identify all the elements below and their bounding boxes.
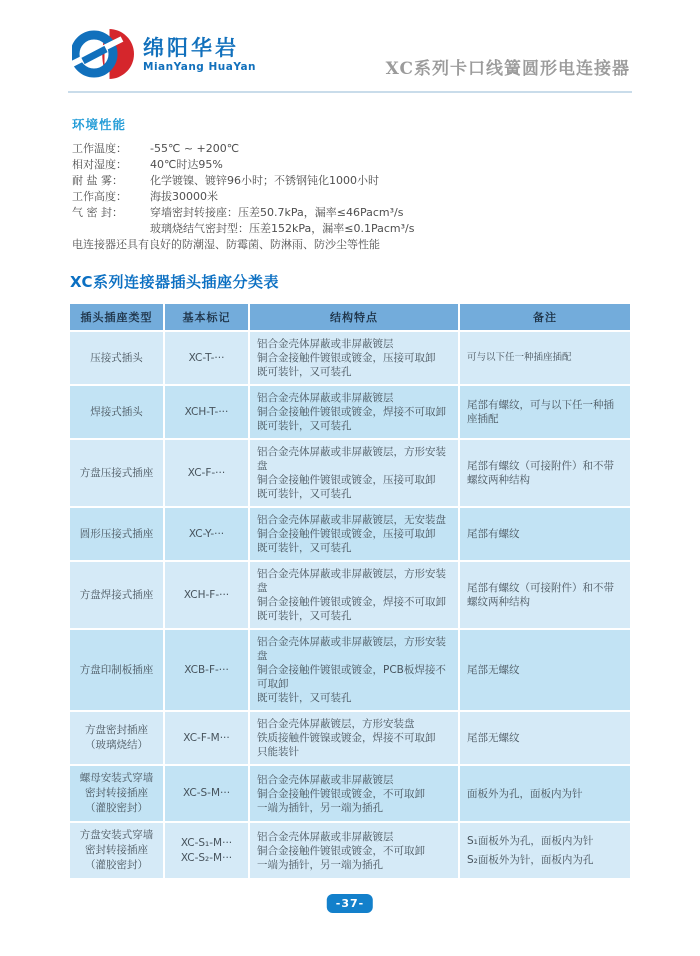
type-cell [70,440,163,506]
features-cell [250,823,458,878]
features-cell-line: 铝合金壳体屏蔽或非屏蔽镀层 [257,392,394,404]
table-row [70,332,630,384]
mark-cell-line: XC-S-M··· [182,787,231,799]
column-header-2: 基本标记 [165,304,248,330]
page-header [68,0,632,93]
remark-cell-line: 尾部有螺纹（可接附件）和不带螺纹两种结构 [467,582,614,608]
spec-line [72,221,632,237]
features-cell-line: 铜合金接触件镀银或镀金，PCB板焊接不可取卸 [257,664,446,690]
mark-cell-line: XCH-F-··· [183,588,230,601]
type-cell [70,766,163,821]
features-cell-line: 一端为插针，另一端为插孔 [257,801,383,814]
table-row [70,630,630,710]
spec-line [72,157,632,173]
spec-label: 气 密 封： [72,206,123,219]
mark-cell [165,332,248,384]
classification-table [68,302,632,880]
features-cell [250,508,458,560]
type-cell-line: 压接式插头 [90,351,143,364]
spec-label: 相对湿度： [72,158,127,171]
spec-value: 穿墙密封转接座：压差50.7kPa，漏率≤46Pacm³/s [150,206,404,219]
mark-cell-line: XCB-F-··· [184,663,229,676]
type-cell-line: （灌胶密封） [85,859,148,871]
features-cell-line: 铝合金壳体屏蔽或非屏蔽镀层 [257,830,394,843]
remark-cell [460,562,630,628]
type-cell-line: 焊接式插头 [90,405,143,418]
remark-cell [460,332,630,384]
column-header-1: 插头插座类型 [70,304,163,330]
spec-list [72,141,632,237]
mark-cell [165,766,248,821]
features-cell [250,712,458,764]
features-cell-line: 铜合金接触件镀银或镀金，压接可取卸 [257,474,436,486]
mark-cell-line: XC-S₂-M··· [180,851,233,864]
spec-note: 电连接器还具有良好的防潮湿、防霉菌、防淋雨、防沙尘等性能 [72,238,380,251]
spec-value: 40℃时达95% [150,158,223,171]
mark-cell-line: XC-S₁-M··· [180,836,233,849]
column-header-4: 备注 [460,304,630,330]
mark-cell [165,386,248,438]
table-row [70,766,630,821]
mark-cell [165,562,248,628]
mark-cell [165,712,248,764]
mark-cell [165,823,248,878]
features-cell-line: 铝合金壳体屏蔽或非屏蔽镀层 [257,338,394,350]
remark-cell-line: S₂面板外为针，面板内为孔 [467,854,594,866]
spec-value: 海拔30000米 [150,190,218,203]
type-cell [70,630,163,710]
remark-cell-line: 尾部无螺纹 [467,664,520,676]
type-cell [70,712,163,764]
spec-line [72,173,632,189]
spec-value: -55℃ ~ +200℃ [150,142,240,155]
features-cell-line: 铜合金接触件镀银或镀金，焊接不可取卸 [257,596,446,608]
features-cell-line: 铜合金接触件镀银或镀金，不可取卸 [257,787,425,800]
mark-cell [165,440,248,506]
remark-cell-line: 尾部有螺纹，可与以下任一种插座插配 [467,399,614,425]
company-name-cn: 绵阳华岩 [143,35,239,60]
features-cell [250,766,458,821]
table-row [70,508,630,560]
remark-cell [460,508,630,560]
features-cell-line: 铜合金接触件镀银或镀金，焊接不可取卸 [257,406,446,418]
classification-table-title: XC系列连接器插头插座分类表 [70,273,280,291]
mark-cell [165,630,248,710]
table-row [70,823,630,878]
remark-cell [460,440,630,506]
mark-cell-line: XC-F-··· [187,466,226,479]
features-cell-line: 只能装针 [257,746,299,758]
spec-label: 工作温度： [72,142,127,155]
type-cell [70,386,163,438]
type-cell [70,562,163,628]
features-cell-line: 铜合金接触件镀银或镀金，不可取卸 [257,844,425,857]
type-cell-line: 方盘安装式穿墙 [79,829,154,841]
features-cell-line: 铝合金壳体屏蔽或非屏蔽镀层 [257,773,394,786]
remark-cell [460,823,630,878]
spec-label: 工作高度： [72,190,127,203]
table-row [70,562,630,628]
page-number-badge: -37- [327,894,373,913]
spec-label [72,221,150,237]
features-cell-line: 铝合金壳体屏蔽或非屏蔽镀层，无安装盘 [257,514,446,526]
features-cell-line: 铝合金壳体屏蔽或非屏蔽镀层，方形安装盘 [257,568,446,594]
type-cell-line: 密封转接插座 [85,787,148,799]
features-cell-line: 既可装针，又可装孔 [257,420,352,432]
type-cell-line: 方盘焊接式插座 [79,588,154,601]
type-cell [70,508,163,560]
type-cell-line: 密封转接插座 [85,844,148,856]
remark-cell [460,630,630,710]
spec-line [72,141,632,157]
features-cell [250,440,458,506]
features-cell-line: 铁质接触件镀镍或镀金，焊接不可取卸 [257,732,436,744]
features-cell [250,562,458,628]
features-cell [250,332,458,384]
mark-cell [165,508,248,560]
features-cell-line: 铝合金壳体屏蔽镀层，方形安装盘 [257,718,415,730]
table-row [70,440,630,506]
type-cell-line: （玻璃烧结） [85,739,148,751]
type-cell-line: （灌胶密封） [85,802,148,814]
spec-value: 化学镀镍、镀锌96小时；不锈钢钝化1000小时 [150,174,379,187]
features-cell [250,386,458,438]
features-cell-line: 既可装针，又可装孔 [257,542,352,554]
features-cell-line: 铜合金接触件镀银或镀金，压接可取卸 [257,352,436,364]
spec-line [72,205,632,221]
spec-value: 玻璃烧结气密封型：压差152kPa，漏率≤0.1Pacm³/s [150,222,415,235]
features-cell-line: 既可装针，又可装孔 [257,366,352,378]
type-cell [70,823,163,878]
features-cell-line: 既可装针，又可装孔 [257,488,352,500]
features-cell-line: 铝合金壳体屏蔽或非屏蔽镀层，方形安装盘 [257,636,446,662]
remark-cell-line: 面板外为孔，面板内为针 [467,787,583,800]
features-cell-line: 铝合金壳体屏蔽或非屏蔽镀层，方形安装盘 [257,446,446,472]
company-logo [72,26,256,82]
table-row [70,386,630,438]
mark-cell-line: XC-Y-··· [188,527,225,540]
mark-cell-line: XC-T-··· [188,351,225,364]
type-cell-line: 圆形压接式插座 [79,527,154,540]
spec-line [72,189,632,205]
features-cell-line: 铜合金接触件镀银或镀金，压接可取卸 [257,528,436,540]
features-cell [250,630,458,710]
remark-cell [460,712,630,764]
type-cell-line: 方盘印制板插座 [79,663,154,676]
section-heading: 环境性能 [72,117,127,132]
features-cell-line: 既可装针，又可装孔 [257,692,352,704]
company-name-en: MianYang HuaYan [143,60,257,73]
document-title: XC系列卡口线簧圆形电连接器 [385,59,630,79]
company-name [143,36,256,73]
mark-cell-line: XCH-T-··· [184,405,229,418]
company-logo-icon [72,26,134,82]
spec-label: 耐 盐 雾： [72,174,123,187]
remark-cell [460,386,630,438]
type-cell-line: 螺母安装式穿墙 [79,772,154,784]
features-cell-line: 一端为插针，另一端为插孔 [257,858,383,871]
remark-cell-line: 尾部无螺纹 [467,732,520,744]
mark-cell-line: XC-F-M··· [183,731,230,744]
environment-performance-section [72,115,632,253]
remark-cell-line: 尾部有螺纹 [467,528,520,540]
type-cell [70,332,163,384]
table-header-row [70,304,630,330]
remark-cell-line: 尾部有螺纹（可接附件）和不带螺纹两种结构 [467,460,614,486]
column-header-3: 结构特点 [250,304,458,330]
remark-cell [460,766,630,821]
type-cell-line: 方盘压接式插座 [79,466,154,479]
table-row [70,712,630,764]
remark-cell-line: 可与以下任一种插座插配 [467,352,572,363]
type-cell-line: 方盘密封插座 [85,724,148,736]
remark-cell-line: S₁面板外为孔，面板内为针 [467,835,594,847]
features-cell-line: 既可装针，又可装孔 [257,610,352,622]
